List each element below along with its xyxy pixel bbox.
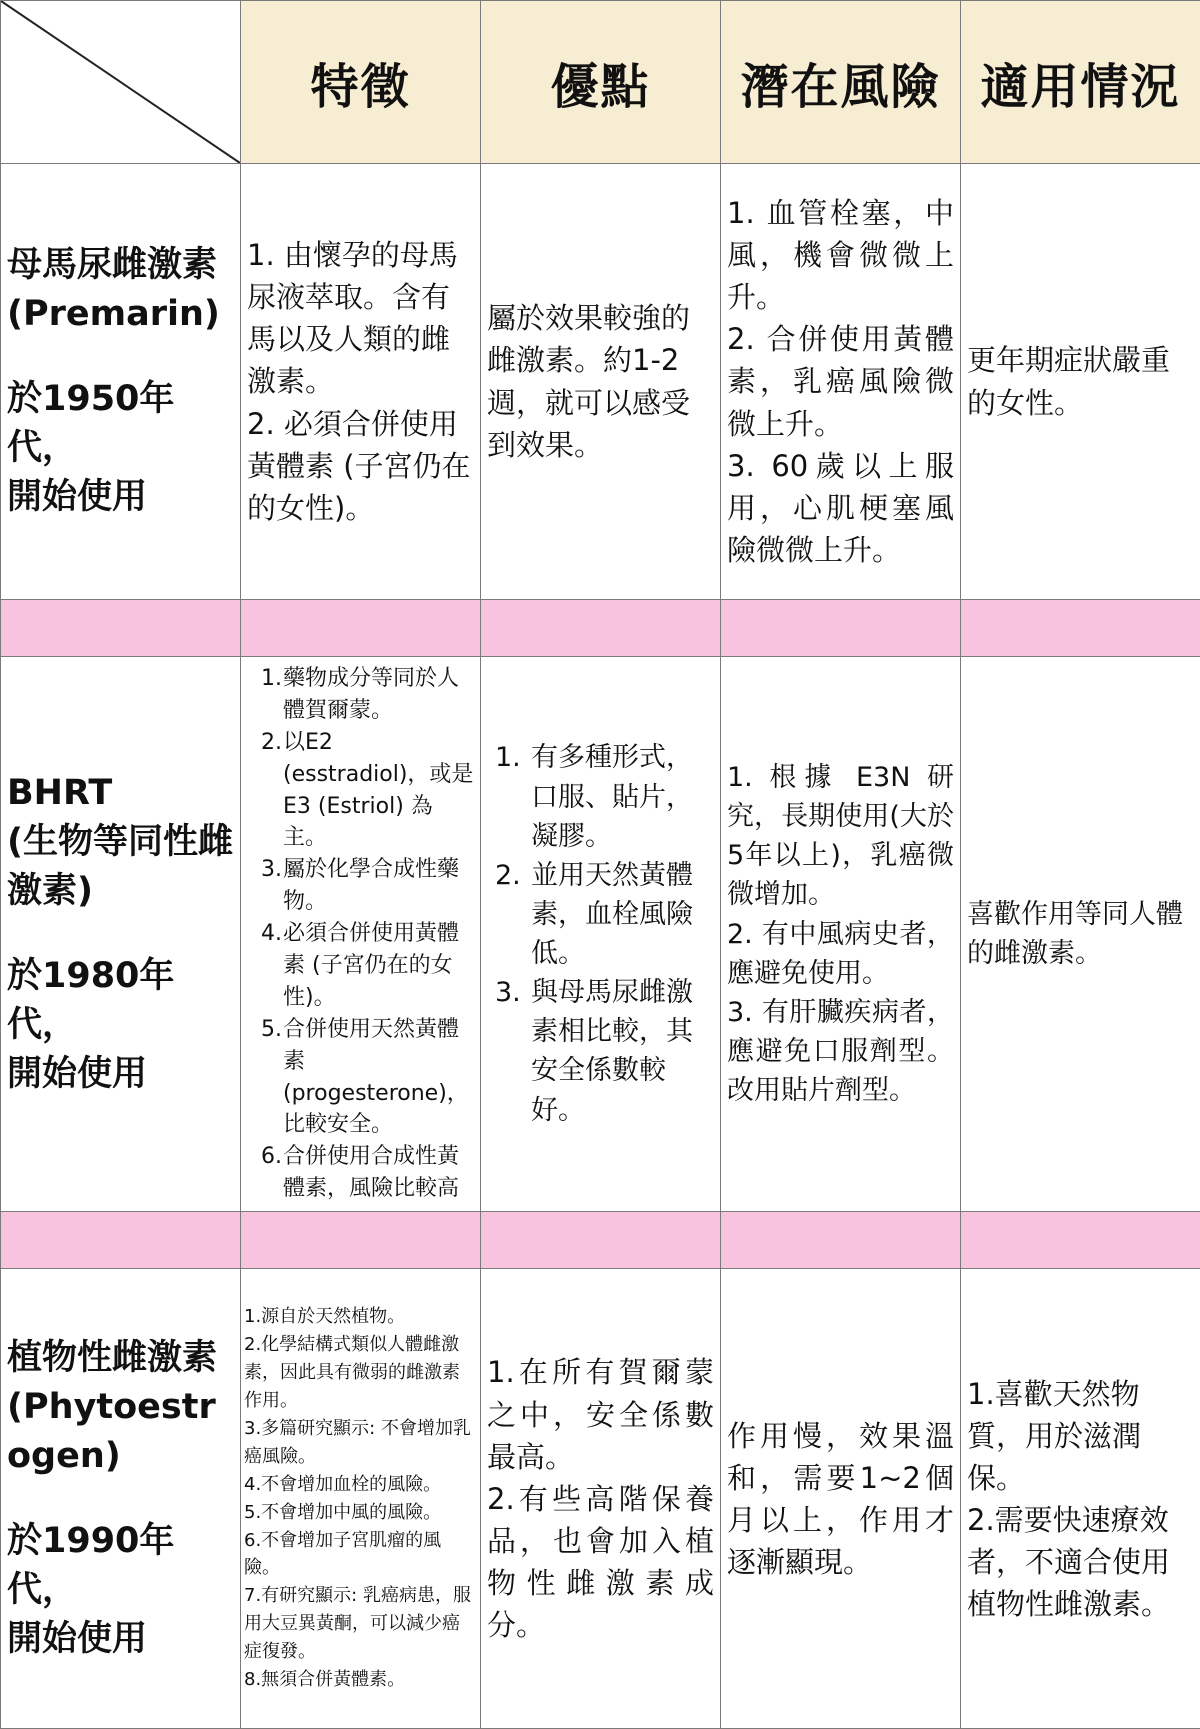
row-separator [1, 1212, 1200, 1269]
row-name: BHRT (生物等同性雌激素) 於1980年代， 開始使用 [1, 657, 241, 1212]
header-features: 特徵 [241, 1, 481, 164]
advantages-cell [481, 657, 721, 1212]
suitable-cell: 1.喜歡天然物質，用於滋潤保。 2.需要快速療效者，不適合使用植物性雌激素。 [961, 1269, 1200, 1729]
header-risks: 潛在風險 [721, 1, 961, 164]
list-item: 4. 必須合併使用黃體素 (子宮仍在的女性)。 [261, 918, 474, 1014]
risks-cell: 作用慢，效果溫和，需要1~2個月以上，作用才逐漸顯現。 [721, 1269, 961, 1729]
risks-cell: 1. 根據 E3N 研究，長期使用(大於 5年以上)，乳癌微微增加。 2. 有中風病史者，應避免使用。 3. 有肝臟疾病者，應避免口服劑型。改用貼片劑型。 [721, 657, 961, 1212]
table-row [1, 164, 1200, 600]
features-cell [241, 657, 481, 1212]
row-name: 植物性雌激素 (Phytoestrogen) 於1990年代， 開始使用 [1, 1269, 241, 1729]
list-item: 3. 與母馬尿雌激素相比較，其安全係數較好。 [495, 973, 714, 1130]
table-row [1, 657, 1200, 1212]
features-cell: 1. 由懷孕的母馬尿液萃取。含有馬以及人類的雌激素。 2. 必須合併使用黃體素 (子宮仍在的女性)。 [241, 164, 481, 600]
suitable-cell: 喜歡作用等同人體的雌激素。 [961, 657, 1200, 1212]
list-item: 6. 合併使用合成性黃體素，風險比較高 [261, 1141, 474, 1205]
list-item: 2. 並用天然黃體素，血栓風險低。 [495, 856, 714, 973]
advantages-cell: 屬於效果較強的雌激素。約1-2週，就可以感受到效果。 [481, 164, 721, 600]
risks-cell: 1. 血管栓塞，中風，機會微微上升。 2. 合併使用黃體素，乳癌風險微微上升。 3. 60歲以上服用，心肌梗塞風險微微上升。 [721, 164, 961, 600]
corner-cell [1, 1, 241, 164]
header-advantages: 優點 [481, 1, 721, 164]
row-separator [1, 600, 1200, 657]
features-cell: 1.源自於天然植物。 2.化學結構式類似人體雌激素，因此具有微弱的雌激素作用。 3.多篇研究顯示: 不會增加乳癌風險。 4.不會增加血栓的風險。 5.不會增加中風的風險。 6.不會增加子宮肌瘤的風險。 7.有研究顯示: 乳癌病患，服用大豆異黃酮，可以減少癌症復發。 8.無須合併黃體素。 [241, 1269, 481, 1729]
header-suitable: 適用情況 [961, 1, 1200, 164]
list-item: 5. 合併使用天然黃體素 (progesterone)，比較安全。 [261, 1014, 474, 1142]
diagonal-divider [1, 1, 240, 163]
list-item: 1. 有多種形式，口服、貼片，凝膠。 [495, 738, 714, 855]
suitable-cell: 更年期症狀嚴重的女性。 [961, 164, 1200, 600]
list-item: 2. 以E2 (esstradiol)，或是E3 (Estriol) 為主。 [261, 727, 474, 855]
advantages-cell: 1.在所有賀爾蒙之中，安全係數最高。 2.有些高階保養品，也會加入植物性雌激素成分。 [481, 1269, 721, 1729]
header-row [1, 1, 1200, 164]
list-item: 3. 屬於化學合成性藥物。 [261, 854, 474, 918]
table-row [1, 1269, 1200, 1729]
list-item: 1. 藥物成分等同於人體賀爾蒙。 [261, 663, 474, 727]
row-name: 母馬尿雌激素 (Premarin) 於1950年代， 開始使用 [1, 164, 241, 600]
